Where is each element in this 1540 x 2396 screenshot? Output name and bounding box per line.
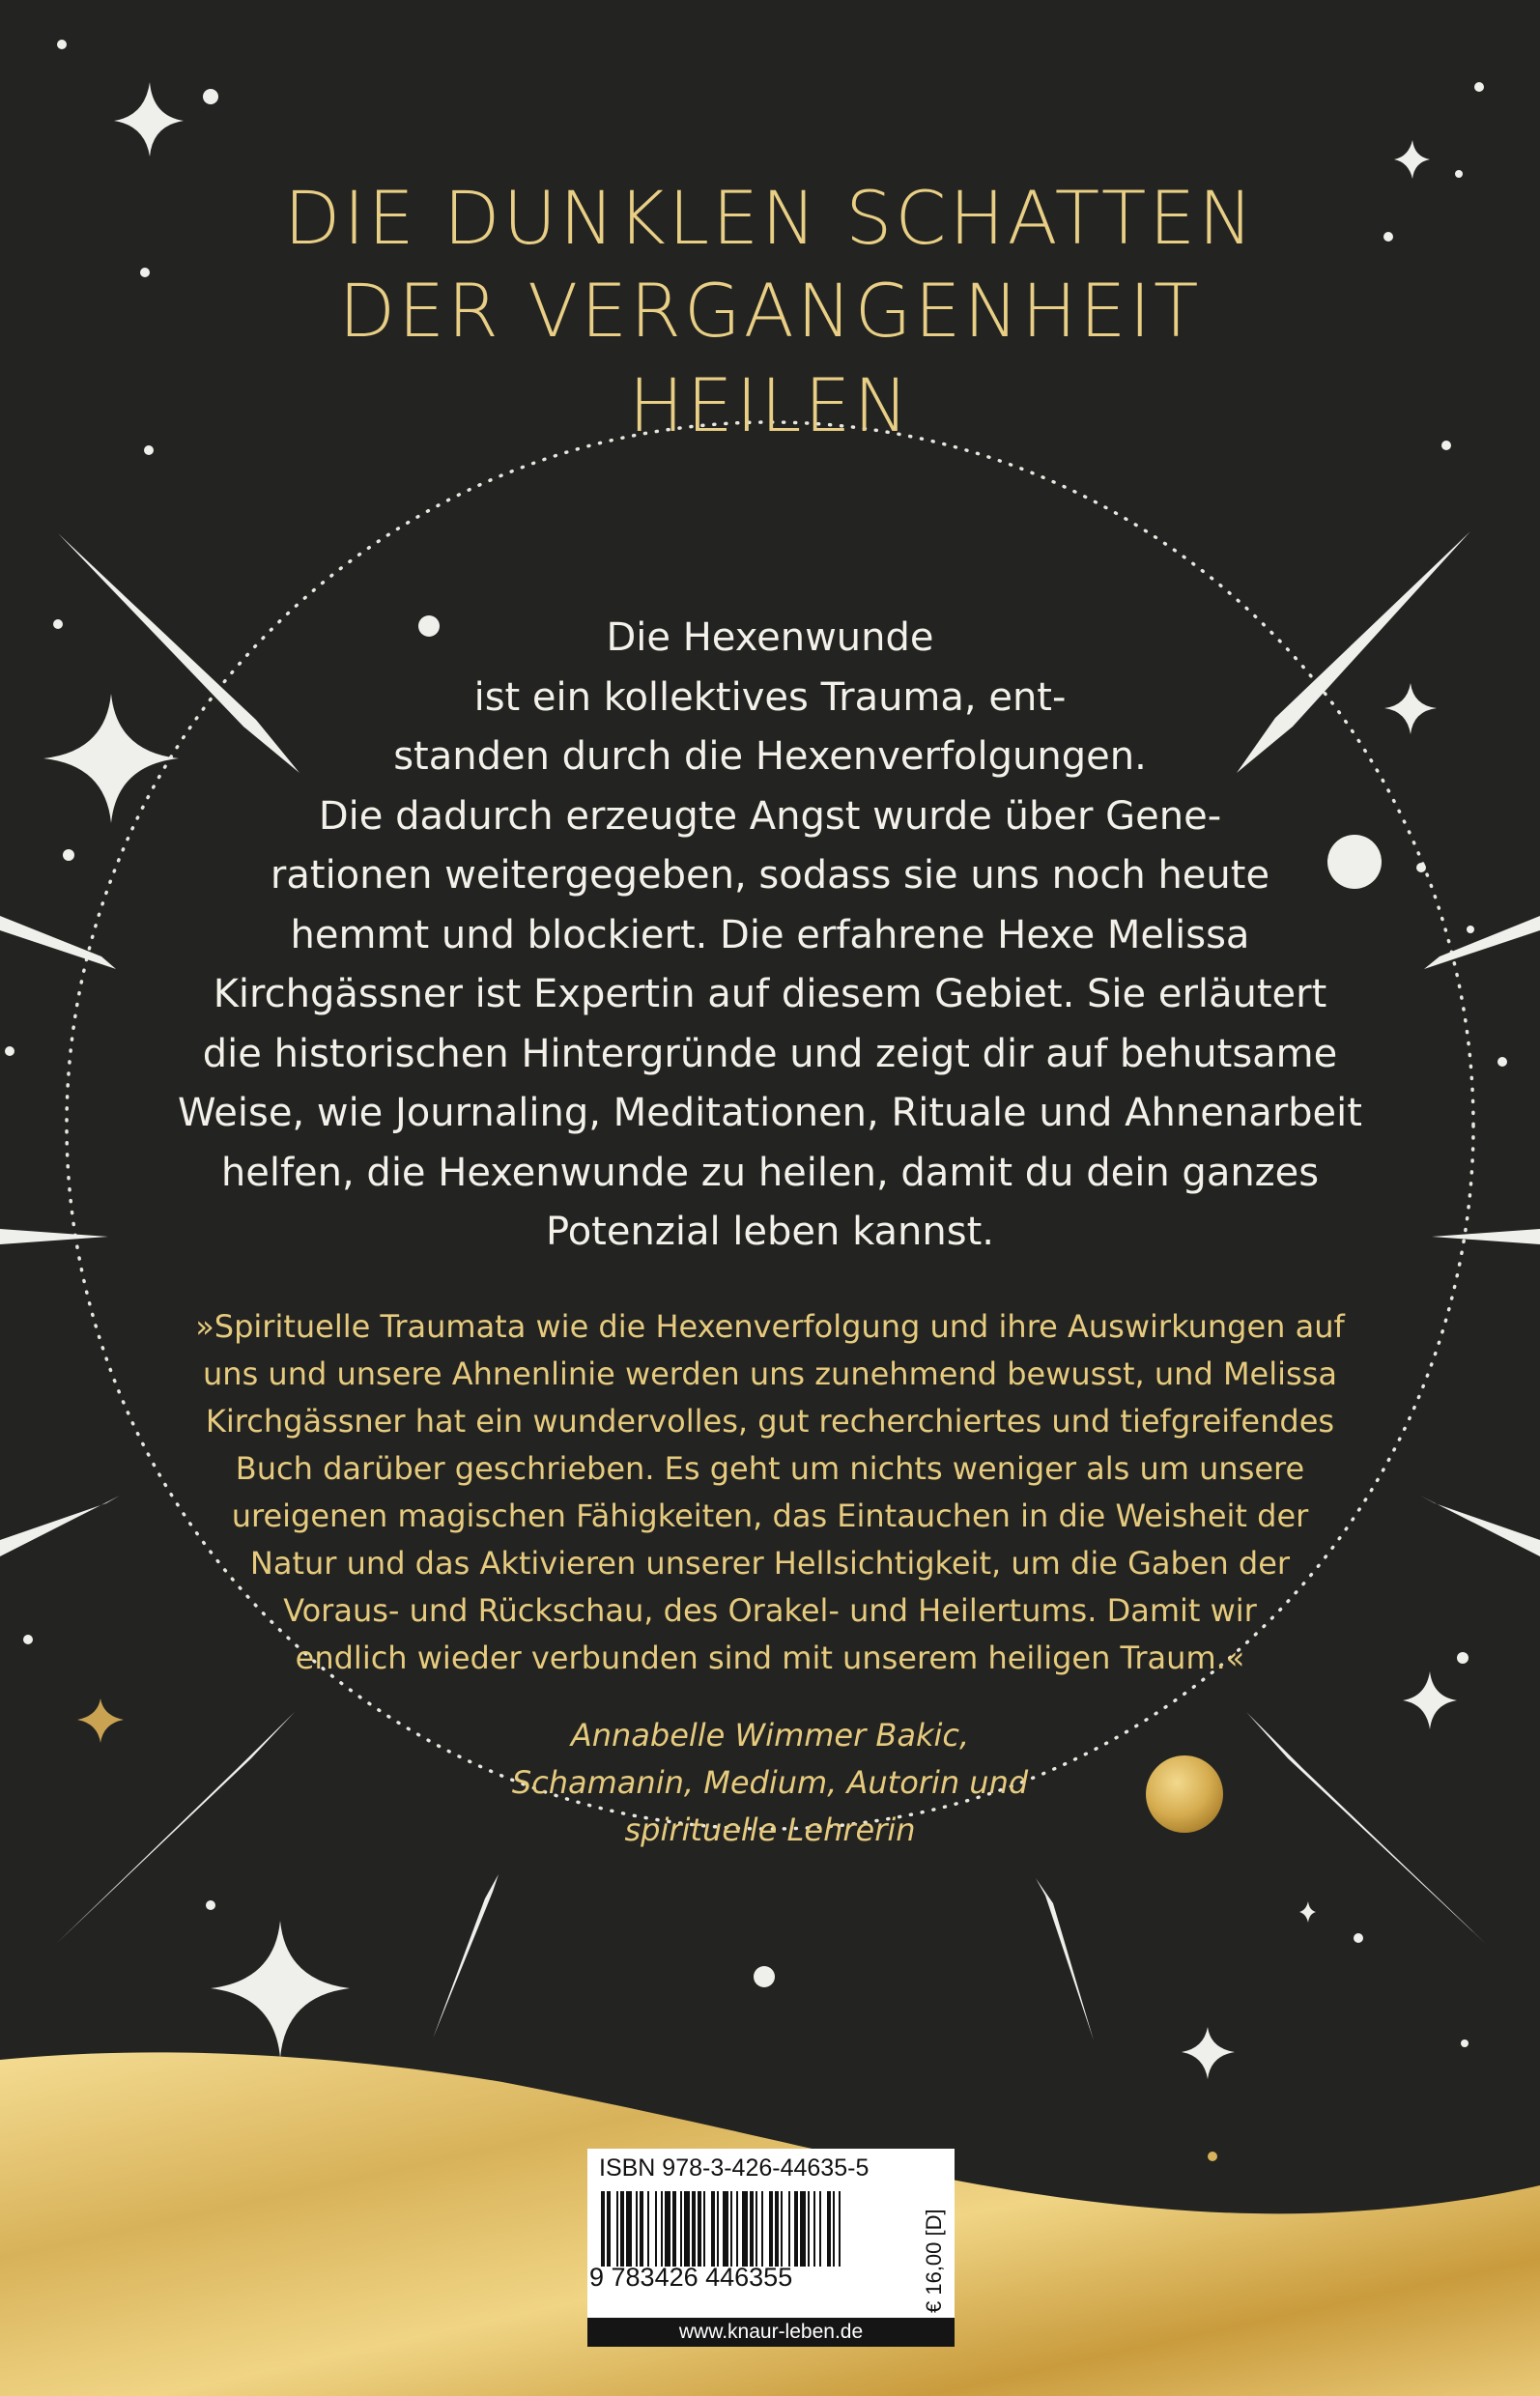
isbn-barcode-label: [587, 2149, 955, 2318]
barcode-bar: [788, 2191, 790, 2267]
quote-line: uns und unsere Ahnenlinie werden uns zunehmend bewusst, und Melissa: [203, 1355, 1337, 1392]
barcode-bar: [672, 2191, 676, 2267]
barcode-bar: [781, 2191, 783, 2267]
barcode-bar: [665, 2191, 670, 2267]
title-line-1: DIE DUNKLEN SCHATTEN: [283, 175, 1257, 261]
barcode-bar: [756, 2191, 757, 2267]
quote-line: Natur und das Aktivieren unserer Hellsichtigkeit, um die Gaben der: [249, 1545, 1291, 1582]
attribution-line: spirituelle Lehrerin: [624, 1811, 916, 1848]
barcode-bar: [636, 2191, 638, 2267]
quote-attribution: [0, 1712, 1540, 1854]
blurb-line: helfen, die Hexenwunde zu heilen, damit du dein ganzes: [220, 1150, 1320, 1195]
barcode-bar: [684, 2191, 690, 2267]
barcode-bar: [730, 2191, 732, 2267]
barcode-bar: [794, 2191, 798, 2267]
barcode-bar: [620, 2191, 624, 2267]
attribution-line: Schamanin, Medium, Autorin und: [511, 1764, 1029, 1801]
quote-line: ureigenen magischen Fähigkeiten, das Eintauchen in die Weisheit der: [231, 1498, 1309, 1534]
barcode-bar: [616, 2191, 618, 2267]
barcode-bar: [601, 2191, 605, 2267]
ean-digits: 9 783426 446355: [589, 2263, 793, 2292]
blurb-line: hemmt und blockiert. Die erfahrene Hexe Melissa: [290, 912, 1250, 957]
attribution-line: Annabelle Wimmer Bakic,: [570, 1717, 970, 1754]
barcode-bar: [640, 2191, 643, 2267]
blurb-line: rationen weitergegeben, sodass sie uns noch heute: [270, 853, 1270, 898]
blurb-line: standen durch die Hexenverfolgungen.: [393, 734, 1147, 779]
barcode-bar: [703, 2191, 705, 2267]
title-line-2: DER VERGANGENHEIT: [338, 268, 1202, 354]
barcode-bar: [698, 2191, 701, 2267]
barcode-bar: [626, 2191, 632, 2267]
small-planet: [754, 1966, 775, 1987]
blurb-line: Kirchgässner ist Expertin auf diesem Gebiet. Sie erläutert: [213, 972, 1327, 1016]
quote-line: endlich wieder verbunden sind mit unserem heiligen Traum.«: [295, 1640, 1245, 1676]
barcode-bar: [827, 2191, 831, 2267]
barcode-bar: [680, 2191, 682, 2267]
barcode-bar: [800, 2191, 806, 2267]
barcode-bar: [655, 2191, 657, 2267]
barcode-bar: [833, 2191, 835, 2267]
blurb-paragraph: [0, 609, 1540, 1263]
barcode-bar: [839, 2191, 841, 2267]
barcode-bar: [711, 2191, 715, 2267]
quote-line: »Spirituelle Traumata wie die Hexenverfolgung und ihre Auswirkungen auf: [195, 1308, 1345, 1345]
barcode-bar: [819, 2191, 821, 2267]
barcode-bar: [717, 2191, 719, 2267]
blurb-line: Die dadurch erzeugte Angst wurde über Gene-: [318, 793, 1222, 839]
testimonial-quote: [0, 1303, 1540, 1682]
barcode-bar: [661, 2191, 663, 2267]
title-line-3: HEILEN: [628, 362, 912, 448]
barcode-bars: [601, 2191, 910, 2267]
blurb-line: Potenzial leben kannst.: [546, 1210, 994, 1254]
isbn-number: ISBN 978-3-426-44635-5: [599, 2154, 870, 2182]
barcode-bar: [769, 2191, 773, 2267]
barcode-bar: [607, 2191, 611, 2267]
quote-line: Voraus- und Rückschau, des Orakel- und Heilertums. Damit wir: [283, 1592, 1257, 1629]
barcode-bar: [750, 2191, 754, 2267]
barcode-bar: [813, 2191, 815, 2267]
barcode-bar: [808, 2191, 810, 2267]
barcode-bar: [647, 2191, 649, 2267]
barcode-bar: [761, 2191, 763, 2267]
blurb-line: Weise, wie Journaling, Meditationen, Rituale und Ahnenarbeit: [178, 1091, 1362, 1135]
blurb-line: Die Hexenwunde: [606, 615, 934, 660]
blurb-line: die historischen Hintergründe und zeigt dir auf behutsame: [202, 1031, 1338, 1076]
barcode-bar: [736, 2191, 738, 2267]
blurb-line: ist ein kollektives Trauma, ent-: [473, 674, 1067, 720]
publisher-website: www.knaur-leben.de: [587, 2318, 955, 2347]
quote-line: Kirchgässner hat ein wundervolles, gut recherchiertes und tiefgreifendes: [205, 1403, 1335, 1440]
barcode-bar: [775, 2191, 779, 2267]
quote-line: Buch darüber geschrieben. Es geht um nichts weniger als um unsere: [235, 1450, 1305, 1487]
price-label: € 16,00 [D]: [922, 2209, 946, 2313]
barcode-bar: [742, 2191, 748, 2267]
barcode-bar: [723, 2191, 728, 2267]
barcode-bar: [692, 2191, 696, 2267]
